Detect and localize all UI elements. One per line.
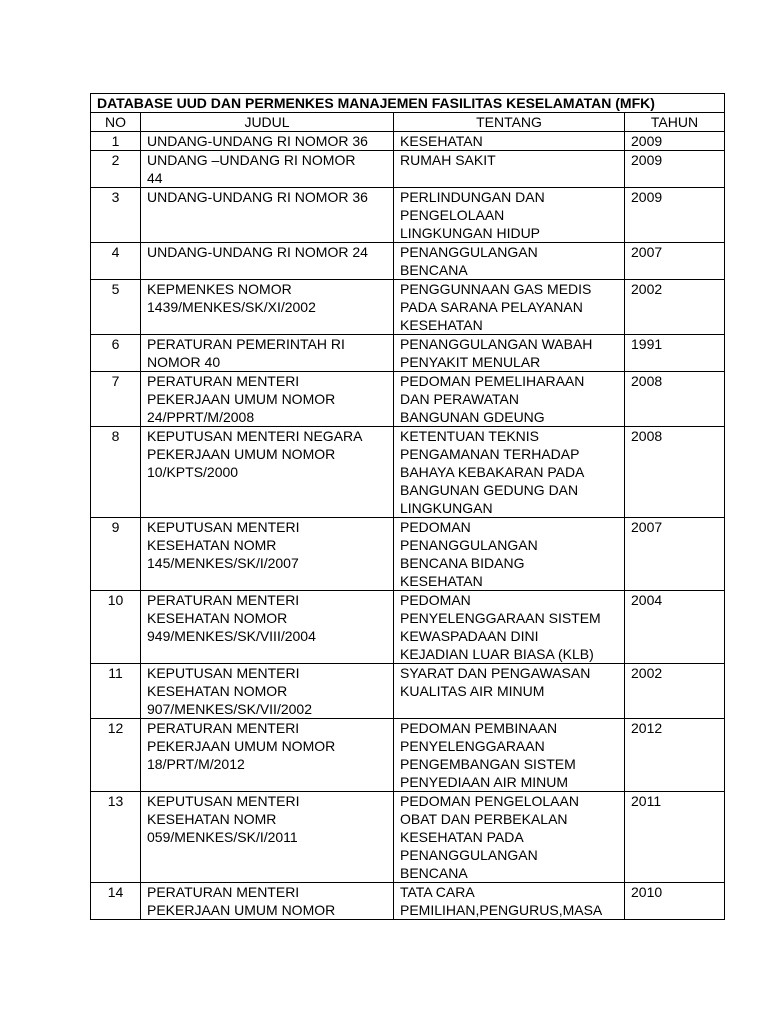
judul-line: 44 xyxy=(147,170,163,186)
judul-line: UNDANG-UNDANG RI NOMOR 36 xyxy=(147,133,368,149)
judul-line: 059/MENKES/SK/I/2011 xyxy=(147,829,298,845)
cell-tahun: 2009 xyxy=(625,151,725,188)
cell-tentang xyxy=(394,427,625,518)
cell-judul xyxy=(141,427,394,518)
cell-judul xyxy=(141,151,394,188)
cell-tentang xyxy=(394,664,625,719)
cell-tahun: 2008 xyxy=(625,427,725,518)
cell-tahun: 2009 xyxy=(625,132,725,151)
tentang-line: PENYELENGGARAAN SISTEM xyxy=(400,610,601,626)
tentang-line: PENYAKIT MENULAR xyxy=(400,354,541,370)
cell-no: 13 xyxy=(91,792,141,883)
cell-tentang xyxy=(394,372,625,427)
table-row xyxy=(91,243,725,280)
cell-no: 4 xyxy=(91,243,141,280)
tentang-line: BANGUNAN GEDUNG DAN xyxy=(400,482,579,498)
cell-no: 5 xyxy=(91,280,141,335)
tentang-line: PENGEMBANGAN SISTEM xyxy=(400,756,576,772)
judul-line: 145/MENKES/SK/I/2007 xyxy=(147,555,299,571)
judul-line: 24/PPRT/M/2008 xyxy=(147,409,255,425)
tentang-line: OBAT DAN PERBEKALAN xyxy=(400,811,568,827)
title-row xyxy=(91,94,725,113)
judul-line: 1439/MENKES/SK/XI/2002 xyxy=(147,299,316,315)
header-no: NO xyxy=(91,113,141,132)
judul-line: KESEHATAN NOMR xyxy=(147,811,277,827)
table-row xyxy=(91,151,725,188)
tentang-line: PADA SARANA PELAYANAN xyxy=(400,299,583,315)
cell-tahun: 2008 xyxy=(625,372,725,427)
cell-tahun: 2007 xyxy=(625,243,725,280)
cell-no: 10 xyxy=(91,591,141,664)
tentang-line: LINGKUNGAN xyxy=(400,500,493,516)
cell-no: 6 xyxy=(91,335,141,372)
judul-line: UNDANG-UNDANG RI NOMOR 36 xyxy=(147,189,368,205)
cell-tahun: 1991 xyxy=(625,335,725,372)
table-row xyxy=(91,518,725,591)
tentang-line: PENANGGULANGAN xyxy=(400,244,538,260)
tentang-line: PEDOMAN xyxy=(400,592,471,608)
cell-no: 12 xyxy=(91,719,141,792)
judul-line: PEKERJAAN UMUM NOMOR xyxy=(147,738,336,754)
tentang-line: BAHAYA KEBAKARAN PADA xyxy=(400,464,585,480)
tentang-line: TATA CARA xyxy=(400,884,475,900)
judul-line: KEPUTUSAN MENTERI xyxy=(147,519,300,535)
tentang-line: PENANGGULANGAN WABAH xyxy=(400,336,593,352)
tentang-line: KETENTUAN TEKNIS xyxy=(400,428,539,444)
judul-line: PERATURAN PEMERINTAH RI xyxy=(147,336,345,352)
table-row xyxy=(91,335,725,372)
header-judul: JUDUL xyxy=(141,113,394,132)
tentang-line: KESEHATAN xyxy=(400,133,483,149)
tentang-line: PEMILIHAN,PENGURUS,MASA xyxy=(400,902,603,918)
cell-no: 2 xyxy=(91,151,141,188)
cell-judul xyxy=(141,883,394,920)
header-row xyxy=(91,113,725,132)
tentang-line: KEJADIAN LUAR BIASA (KLB) xyxy=(400,646,594,662)
cell-tentang xyxy=(394,719,625,792)
judul-line: KEPUTUSAN MENTERI NEGARA xyxy=(147,428,363,444)
cell-tentang xyxy=(394,132,625,151)
tentang-line: PENANGGULANGAN xyxy=(400,847,538,863)
cell-tentang xyxy=(394,335,625,372)
tentang-line: PENYEDIAAN AIR MINUM xyxy=(400,774,569,790)
cell-tentang xyxy=(394,188,625,243)
cell-tentang xyxy=(394,883,625,920)
cell-tahun: 2010 xyxy=(625,883,725,920)
cell-judul xyxy=(141,372,394,427)
cell-tahun: 2002 xyxy=(625,664,725,719)
header-tentang: TENTANG xyxy=(394,113,625,132)
tentang-line: BENCANA xyxy=(400,262,468,278)
cell-tahun: 2012 xyxy=(625,719,725,792)
cell-judul xyxy=(141,719,394,792)
cell-judul xyxy=(141,243,394,280)
tentang-line: BENCANA xyxy=(400,865,468,881)
table-row xyxy=(91,719,725,792)
tentang-line: SYARAT DAN PENGAWASAN xyxy=(400,665,591,681)
header-tahun: TAHUN xyxy=(625,113,725,132)
tentang-line: KESEHATAN PADA xyxy=(400,829,524,845)
table-row xyxy=(91,427,725,518)
table-row xyxy=(91,591,725,664)
cell-judul xyxy=(141,132,394,151)
cell-tahun: 2007 xyxy=(625,518,725,591)
table-row xyxy=(91,883,725,920)
tentang-line: RUMAH SAKIT xyxy=(400,152,496,168)
tentang-line: PERLINDUNGAN DAN xyxy=(400,189,545,205)
judul-line: KEPMENKES NOMOR xyxy=(147,281,292,297)
tentang-line: PENYELENGGARAAN xyxy=(400,738,545,754)
cell-judul xyxy=(141,518,394,591)
tentang-line: PENANGGULANGAN xyxy=(400,537,538,553)
judul-line: 907/MENKES/SK/VII/2002 xyxy=(147,701,312,717)
cell-tentang xyxy=(394,151,625,188)
tentang-line: KESEHATAN xyxy=(400,573,483,589)
judul-line: KESEHATAN NOMOR xyxy=(147,610,288,626)
tentang-line: DAN PERAWATAN xyxy=(400,391,520,407)
cell-tahun: 2004 xyxy=(625,591,725,664)
table-row xyxy=(91,132,725,151)
cell-no: 8 xyxy=(91,427,141,518)
tentang-line: PEDOMAN PEMBINAAN xyxy=(400,720,558,736)
judul-line: UNDANG-UNDANG RI NOMOR 24 xyxy=(147,244,368,260)
cell-tahun: 2002 xyxy=(625,280,725,335)
tentang-line: KUALITAS AIR MINUM xyxy=(400,683,545,699)
table-title: DATABASE UUD DAN PERMENKES MANAJEMEN FASILITAS KESELAMATAN (MFK) xyxy=(91,94,725,113)
cell-judul xyxy=(141,188,394,243)
cell-judul xyxy=(141,664,394,719)
judul-line: PEKERJAAN UMUM NOMOR xyxy=(147,902,336,918)
cell-tentang xyxy=(394,243,625,280)
tentang-line: PEDOMAN xyxy=(400,519,471,535)
judul-line: PEKERJAAN UMUM NOMOR xyxy=(147,446,336,462)
cell-no: 3 xyxy=(91,188,141,243)
tentang-line: BANGUNAN GDEUNG xyxy=(400,409,545,425)
table-row xyxy=(91,280,725,335)
judul-line: 949/MENKES/SK/VIII/2004 xyxy=(147,628,316,644)
judul-line: KESEHATAN NOMOR xyxy=(147,683,288,699)
table-row xyxy=(91,792,725,883)
judul-line: PERATURAN MENTERI xyxy=(147,720,300,736)
tentang-line: PENGELOLAAN xyxy=(400,207,505,223)
judul-line: NOMOR 40 xyxy=(147,354,221,370)
judul-line: 18/PRT/M/2012 xyxy=(147,756,245,772)
judul-line: UNDANG –UNDANG RI NOMOR xyxy=(147,152,356,168)
tentang-line: KEWASPADAAN DINI xyxy=(400,628,539,644)
cell-no: 14 xyxy=(91,883,141,920)
cell-no: 1 xyxy=(91,132,141,151)
cell-tentang xyxy=(394,518,625,591)
tentang-line: KESEHATAN xyxy=(400,317,483,333)
cell-tentang xyxy=(394,792,625,883)
tentang-line: PEDOMAN PEMELIHARAAN xyxy=(400,373,585,389)
judul-line: KEPUTUSAN MENTERI xyxy=(147,665,300,681)
cell-tahun: 2009 xyxy=(625,188,725,243)
table-body xyxy=(91,132,725,920)
cell-judul xyxy=(141,792,394,883)
cell-tentang xyxy=(394,280,625,335)
cell-judul xyxy=(141,280,394,335)
table-row xyxy=(91,664,725,719)
judul-line: KESEHATAN NOMR xyxy=(147,537,277,553)
table-row xyxy=(91,372,725,427)
judul-line: PERATURAN MENTERI xyxy=(147,884,300,900)
judul-line: KEPUTUSAN MENTERI xyxy=(147,793,300,809)
cell-no: 9 xyxy=(91,518,141,591)
judul-line: 10/KPTS/2000 xyxy=(147,464,239,480)
cell-no: 11 xyxy=(91,664,141,719)
tentang-line: BENCANA BIDANG xyxy=(400,555,525,571)
cell-tentang xyxy=(394,591,625,664)
table-row xyxy=(91,188,725,243)
judul-line: PERATURAN MENTERI xyxy=(147,373,300,389)
cell-tahun: 2011 xyxy=(625,792,725,883)
tentang-line: PENGAMANAN TERHADAP xyxy=(400,446,580,462)
tentang-line: LINGKUNGAN HIDUP xyxy=(400,225,541,241)
judul-line: PEKERJAAN UMUM NOMOR xyxy=(147,391,336,407)
cell-judul xyxy=(141,335,394,372)
cell-no: 7 xyxy=(91,372,141,427)
tentang-line: PENGGUNNAAN GAS MEDIS xyxy=(400,281,592,297)
tentang-line: PEDOMAN PENGELOLAAN xyxy=(400,793,579,809)
regulation-table xyxy=(90,93,725,920)
judul-line: PERATURAN MENTERI xyxy=(147,592,300,608)
cell-judul xyxy=(141,591,394,664)
